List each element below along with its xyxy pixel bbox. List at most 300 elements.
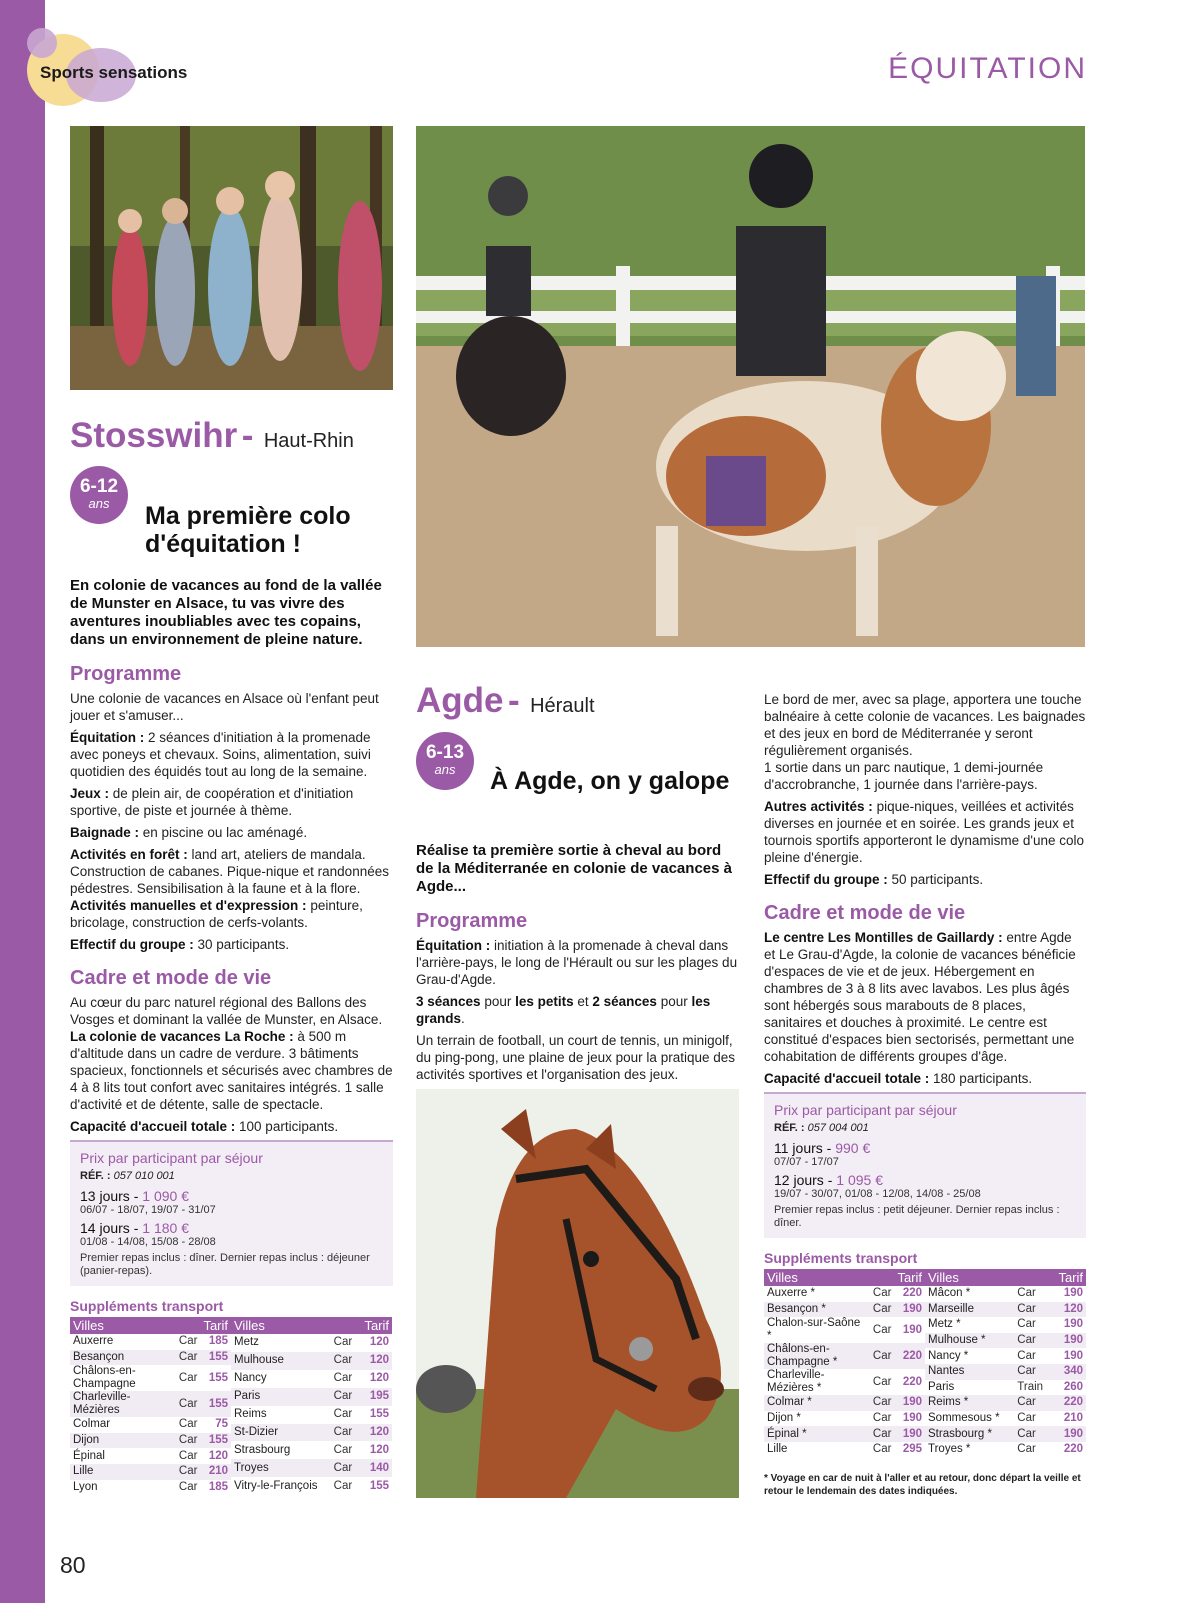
text: . bbox=[461, 1011, 465, 1026]
ref-label: RÉF. : bbox=[774, 1122, 805, 1134]
text: 50 participants. bbox=[891, 872, 984, 887]
price-option bbox=[80, 1188, 383, 1204]
header-city: Villes bbox=[70, 1317, 176, 1334]
cell-mode: Car bbox=[872, 1323, 892, 1336]
separator: - bbox=[822, 1140, 836, 1156]
cell-mode: Car bbox=[333, 1336, 353, 1349]
jeux-paragraph bbox=[70, 785, 393, 819]
text: entre Agde et Le Grau-d'Agde, la colonie de vacances bénéficie d'espaces de vie et de jeux. Hébergement en chambres de 3 à 8 lits avec lavabos. Les plus âgés sont hébergés sous marabouts de 8 places, sanitaires et douches à proximité. Le centre est constitué d'espaces bien sectorisés, permettant une cohabitation de différents groupes d'âge. bbox=[764, 930, 1076, 1064]
cell-city: Strasbourg * bbox=[925, 1426, 1014, 1442]
transport-table-left bbox=[764, 1269, 925, 1458]
cell-city: Reims * bbox=[925, 1395, 1014, 1411]
cell-city: St-Dizier bbox=[231, 1424, 331, 1442]
table-row bbox=[231, 1406, 392, 1424]
transport-tables bbox=[764, 1269, 1086, 1458]
cell-price: 220 bbox=[902, 1375, 922, 1388]
text: à 500 m d'altitude dans un cadre de verdure. 3 bâtiments spacieux, fonctionnels et sécurisés avec chambres de 4 à 8 lits tout confort avec sanitaires intégrés. 1 salle d'activité et de détente, salle de spectacle. bbox=[70, 1029, 393, 1112]
table-row bbox=[231, 1352, 392, 1370]
cell-city: Lille bbox=[70, 1464, 176, 1480]
cell-city: Troyes bbox=[231, 1459, 331, 1477]
seances-grands: 2 séances bbox=[592, 994, 657, 1009]
table-row bbox=[70, 1350, 231, 1366]
price-amount: 990 € bbox=[835, 1140, 871, 1156]
label: Effectif du groupe : bbox=[70, 937, 194, 952]
cell-city: Charleville-Mézières * bbox=[767, 1369, 825, 1395]
stosswihr-column bbox=[70, 416, 393, 456]
photo-children-forest bbox=[70, 126, 393, 390]
autres-paragraph bbox=[764, 798, 1086, 866]
cell-city: Marseille bbox=[925, 1302, 1014, 1318]
table-row bbox=[231, 1424, 392, 1442]
age-range: 6-12 bbox=[79, 476, 119, 497]
group-grands: les grands bbox=[416, 994, 711, 1026]
label: Effectif du groupe : bbox=[764, 872, 888, 887]
price-title: Prix par participant par séjour bbox=[774, 1102, 957, 1118]
cell-mode: Car bbox=[178, 1335, 198, 1348]
sortie-paragraph: 1 sortie dans un parc nautique, 1 demi-journée d'accrobranche, 1 journée dans l'arrière-pays. bbox=[764, 760, 1044, 792]
lead-paragraph: En colonie de vacances au fond de la vallée de Munster en Alsace, tu vas vivre des aventures inoubliables avec tes copains, dans un environnement de pleine nature. bbox=[70, 577, 382, 648]
catch-line: Ma première colo d'équitation ! bbox=[145, 502, 351, 558]
table-row bbox=[231, 1459, 392, 1477]
agde-title-block bbox=[416, 681, 739, 721]
cadre-intro: Au cœur du parc naturel régional des Ballons des Vosges et dominant la vallée de Munster, en Alsace. bbox=[70, 995, 383, 1027]
cell-price: 220 bbox=[894, 1343, 925, 1369]
label: Équitation : bbox=[416, 938, 491, 953]
cell-city: Paris bbox=[231, 1388, 331, 1406]
price-note: Premier repas inclus : dîner. Dernier repas inclus : déjeuner (panier-repas). bbox=[80, 1252, 370, 1277]
destination-name: Stosswihr bbox=[70, 416, 238, 455]
cell-city: Besançon * bbox=[764, 1302, 870, 1318]
table-row bbox=[764, 1286, 925, 1302]
table-row bbox=[764, 1302, 925, 1318]
cell-price: 220 bbox=[1063, 1443, 1083, 1456]
cell-city: Épinal * bbox=[764, 1426, 870, 1442]
header-price: Tarif bbox=[200, 1317, 231, 1334]
cell-price: 140 bbox=[358, 1459, 392, 1477]
cell-city: Nancy bbox=[234, 1372, 267, 1385]
table-header bbox=[231, 1317, 392, 1334]
cell-mode: Car bbox=[178, 1480, 198, 1493]
cell-city: Épinal bbox=[73, 1449, 105, 1462]
table-row bbox=[70, 1365, 231, 1391]
price-option bbox=[80, 1220, 383, 1236]
cell-price: 340 bbox=[1051, 1364, 1086, 1380]
label: Autres activités : bbox=[764, 799, 873, 814]
duration: 13 jours bbox=[80, 1188, 130, 1204]
text: de plein air, de coopération et d'initiation sportive, de piste et journée à thème. bbox=[70, 786, 354, 818]
cell-city: Lyon bbox=[73, 1480, 98, 1493]
photo-girl-riding-pony bbox=[416, 126, 1085, 647]
header-mode bbox=[176, 1317, 201, 1334]
cell-mode: Car bbox=[333, 1443, 353, 1456]
table-row bbox=[231, 1441, 392, 1459]
cell-city: Lille bbox=[767, 1443, 788, 1456]
cell-mode: Car bbox=[178, 1449, 198, 1462]
cell-price: 120 bbox=[369, 1336, 389, 1349]
cell-city: Châlons-en-Champagne * bbox=[764, 1343, 870, 1369]
effectif-paragraph bbox=[764, 871, 1086, 888]
text: pour bbox=[656, 994, 692, 1009]
table-row bbox=[231, 1334, 392, 1352]
cell-mode: Car bbox=[176, 1433, 201, 1449]
cell-city: Besançon bbox=[70, 1350, 176, 1366]
price-ref bbox=[774, 1122, 1076, 1134]
capacite-paragraph bbox=[764, 1070, 1086, 1087]
cell-price: 295 bbox=[902, 1443, 922, 1456]
text: pique-niques, veillées et activités diverses en journée et en soirée. Les grands jeux et tournois sportifs apporteront le dynamisme d'une colo pleine d'énergie. bbox=[764, 799, 1084, 865]
cell-mode: Car bbox=[1014, 1364, 1051, 1380]
foret-paragraph bbox=[70, 846, 393, 897]
cell-price: 190 bbox=[894, 1426, 925, 1442]
cell-mode: Car bbox=[1014, 1333, 1051, 1349]
table-row bbox=[70, 1448, 231, 1464]
cell-price: 190 bbox=[1063, 1318, 1083, 1331]
table-row bbox=[764, 1426, 925, 1442]
table-row bbox=[925, 1302, 1086, 1318]
text: 2 séances d'initiation à la promenade avec poneys et chevaux. Soins, alimentation, suivi quotidien des équidés tout au long de la semaine. bbox=[70, 730, 371, 779]
header-city: Villes bbox=[925, 1269, 1014, 1286]
cell-price: 210 bbox=[200, 1464, 231, 1480]
price-dates: 07/07 - 17/07 bbox=[774, 1156, 839, 1168]
text: et bbox=[573, 994, 593, 1009]
cell-city: Metz bbox=[234, 1336, 259, 1349]
table-header bbox=[764, 1269, 925, 1286]
cell-mode: Car bbox=[331, 1459, 358, 1477]
seances-petits: 3 séances bbox=[416, 994, 481, 1009]
cell-city: Troyes * bbox=[928, 1443, 971, 1456]
cell-price: 120 bbox=[369, 1372, 389, 1385]
ref-value: 057 004 001 bbox=[807, 1122, 869, 1134]
table-row bbox=[925, 1286, 1086, 1302]
transport-table-right bbox=[231, 1317, 392, 1495]
cell-price: 120 bbox=[369, 1443, 389, 1456]
stosswihr-body bbox=[70, 577, 393, 1495]
table-body bbox=[70, 1334, 231, 1495]
cell-price: 190 bbox=[1051, 1333, 1086, 1349]
ref-value: 057 010 001 bbox=[113, 1170, 175, 1182]
duration: 12 jours bbox=[774, 1172, 824, 1188]
cell-price: 155 bbox=[200, 1350, 231, 1366]
destination-region: Haut-Rhin bbox=[263, 430, 354, 452]
table-row bbox=[70, 1480, 231, 1496]
page-number: 80 bbox=[60, 1552, 86, 1578]
price-amount: 1 180 € bbox=[142, 1220, 189, 1236]
price-amount: 1 095 € bbox=[836, 1172, 883, 1188]
price-box bbox=[70, 1140, 393, 1286]
cell-mode: Car bbox=[178, 1418, 198, 1431]
table-row bbox=[925, 1317, 1086, 1333]
cell-mode: Car bbox=[1014, 1302, 1051, 1318]
mer-paragraph: Le bord de mer, avec sa plage, apportera une touche balnéaire à cette colonie de vacances. Les baignades et des jeux en bord de Méditerranée y seront régulièrement organisés. bbox=[764, 692, 1086, 758]
cell-mode: Car bbox=[1017, 1287, 1036, 1300]
cell-mode: Car bbox=[1014, 1426, 1051, 1442]
age-range: 6-13 bbox=[425, 742, 465, 763]
section-tag: Sports sensations bbox=[40, 63, 188, 82]
cell-price: 120 bbox=[358, 1424, 392, 1442]
cell-price: 120 bbox=[358, 1352, 392, 1370]
label: Capacité d'accueil totale : bbox=[70, 1119, 236, 1134]
cell-mode: Car bbox=[178, 1371, 198, 1384]
text: en piscine ou lac aménagé. bbox=[142, 825, 308, 840]
table-row bbox=[764, 1442, 925, 1458]
colonie-paragraph bbox=[70, 1028, 393, 1113]
cell-mode: Car bbox=[872, 1412, 892, 1425]
cell-city: Strasbourg bbox=[234, 1443, 291, 1456]
cell-city: Auxerre * bbox=[767, 1287, 815, 1300]
separator: - bbox=[129, 1220, 143, 1236]
table-row bbox=[764, 1317, 925, 1343]
cell-mode: Car bbox=[176, 1350, 201, 1366]
cell-city: Mulhouse bbox=[231, 1352, 331, 1370]
cell-price: 195 bbox=[358, 1388, 392, 1406]
decor-bubble-small bbox=[27, 28, 57, 58]
transport-footnote: * Voyage en car de nuit à l'aller et au retour, donc départ la veille et retour le lendemain des dates indiquées. bbox=[764, 1472, 1081, 1497]
cell-city: Dijon * bbox=[767, 1412, 801, 1425]
text: 100 participants. bbox=[239, 1119, 339, 1134]
ref-label: RÉF. : bbox=[80, 1170, 111, 1182]
cell-mode: Car bbox=[870, 1426, 895, 1442]
effectif-paragraph bbox=[70, 936, 393, 953]
cell-city: Auxerre bbox=[73, 1335, 114, 1348]
cell-price: 210 bbox=[1063, 1412, 1083, 1425]
table-row bbox=[70, 1464, 231, 1480]
transport-table-right bbox=[925, 1269, 1086, 1458]
cell-price: 185 bbox=[208, 1335, 228, 1348]
centre-paragraph bbox=[764, 929, 1086, 1065]
label: La colonie de vacances La Roche : bbox=[70, 1029, 294, 1044]
cell-mode: Car bbox=[872, 1443, 892, 1456]
cell-mode: Car bbox=[331, 1424, 358, 1442]
text: pour bbox=[480, 994, 516, 1009]
equitation-paragraph bbox=[416, 937, 739, 988]
table-row bbox=[925, 1348, 1086, 1364]
cell-mode: Car bbox=[1017, 1412, 1036, 1425]
baignade-paragraph bbox=[70, 824, 393, 841]
text: 180 participants. bbox=[933, 1071, 1033, 1086]
table-row bbox=[764, 1395, 925, 1411]
transport-table-left bbox=[70, 1317, 231, 1495]
table-row bbox=[925, 1411, 1086, 1427]
side-color-band bbox=[0, 0, 45, 1603]
separator: - bbox=[823, 1172, 837, 1188]
table-row bbox=[925, 1395, 1086, 1411]
text: land art, ateliers de mandala. Construction de cabanes. Pique-nique et randonnées pédestres. Sensibilisation à la faune et à la flore. bbox=[70, 847, 389, 896]
duration: 14 jours bbox=[80, 1220, 130, 1236]
table-row bbox=[925, 1442, 1086, 1458]
group-petits: les petits bbox=[515, 994, 574, 1009]
cell-mode: Car bbox=[333, 1479, 353, 1492]
supplements-title: Suppléments transport bbox=[764, 1250, 918, 1266]
programme-heading: Programme bbox=[70, 663, 182, 685]
lead-paragraph: Réalise ta première sortie à cheval au bord de la Méditerranée en colonie de vacances à Agde... bbox=[416, 842, 732, 895]
table-row bbox=[764, 1369, 925, 1395]
price-title: Prix par participant par séjour bbox=[80, 1150, 263, 1166]
table-row bbox=[925, 1333, 1086, 1349]
table-row bbox=[70, 1391, 231, 1417]
table-row bbox=[70, 1334, 231, 1350]
cell-price: 155 bbox=[208, 1371, 228, 1384]
cell-city: Charleville-Mézières bbox=[70, 1391, 176, 1417]
separator: - bbox=[129, 1188, 143, 1204]
cell-mode: Car bbox=[331, 1352, 358, 1370]
cell-mode: Train bbox=[1017, 1380, 1044, 1393]
price-box bbox=[764, 1092, 1086, 1238]
capacite-paragraph bbox=[70, 1118, 393, 1135]
cell-mode: Car bbox=[331, 1388, 358, 1406]
destination-region: Hérault bbox=[530, 695, 595, 717]
label: Jeux : bbox=[70, 786, 110, 801]
label: Baignade : bbox=[70, 825, 140, 840]
header-price: Tarif bbox=[1051, 1269, 1086, 1286]
label: Équitation : bbox=[70, 730, 145, 745]
cell-mode: Car bbox=[1017, 1349, 1036, 1362]
cell-mode: Car bbox=[333, 1408, 353, 1421]
terrain-paragraph: Un terrain de football, un court de tennis, un minigolf, du ping-pong, une plaine de jeux pour la pratique des activités sportives et l'organisation des jeux. bbox=[416, 1033, 735, 1082]
title-dash: - bbox=[507, 681, 520, 720]
cell-city: Sommesous * bbox=[928, 1412, 1000, 1425]
agde-title bbox=[416, 681, 739, 721]
price-option bbox=[774, 1140, 1076, 1156]
age-badge bbox=[70, 466, 128, 524]
table-row bbox=[764, 1411, 925, 1427]
label: Le centre Les Montilles de Gaillardy : bbox=[764, 930, 1003, 945]
cell-price: 190 bbox=[902, 1412, 922, 1425]
cell-price: 190 bbox=[1051, 1426, 1086, 1442]
supplements-title: Suppléments transport bbox=[70, 1298, 224, 1314]
header-mode bbox=[1014, 1269, 1051, 1286]
cell-price: 75 bbox=[215, 1418, 228, 1431]
agde-body-right bbox=[764, 691, 1086, 1498]
header-price: Tarif bbox=[894, 1269, 925, 1286]
cadre-heading: Cadre et mode de vie bbox=[764, 902, 966, 924]
cell-mode: Car bbox=[176, 1464, 201, 1480]
table-row bbox=[231, 1477, 392, 1495]
cell-city: Mâcon * bbox=[928, 1287, 971, 1300]
cell-city: Mulhouse * bbox=[925, 1333, 1014, 1349]
cell-price: 190 bbox=[894, 1395, 925, 1411]
price-amount: 1 090 € bbox=[142, 1188, 189, 1204]
cell-city: Reims bbox=[234, 1408, 267, 1421]
table-row bbox=[925, 1364, 1086, 1380]
cell-price: 120 bbox=[1051, 1302, 1086, 1318]
label: Activités manuelles et d'expression : bbox=[70, 898, 307, 913]
text: 30 participants. bbox=[197, 937, 290, 952]
table-header bbox=[70, 1317, 231, 1334]
cell-price: 155 bbox=[369, 1479, 389, 1492]
cell-mode: Car bbox=[872, 1287, 892, 1300]
table-body bbox=[231, 1334, 392, 1495]
cell-price: 190 bbox=[894, 1302, 925, 1318]
cell-city: Paris bbox=[928, 1380, 955, 1393]
table-body bbox=[925, 1286, 1086, 1458]
text: initiation à la promenade à cheval dans l'arrière-pays, le long de l'Hérault ou sur les plages du Grau-d'Agde. bbox=[416, 938, 738, 987]
cell-mode: Car bbox=[1017, 1318, 1036, 1331]
cell-mode: Car bbox=[333, 1372, 353, 1385]
header-mode bbox=[870, 1269, 895, 1286]
header-price: Tarif bbox=[358, 1317, 392, 1334]
age-unit: ans bbox=[434, 762, 456, 777]
cell-mode: Car bbox=[1014, 1395, 1051, 1411]
table-row bbox=[764, 1343, 925, 1369]
cell-mode: Car bbox=[870, 1343, 895, 1369]
cell-price: 220 bbox=[902, 1287, 922, 1300]
cell-price: 260 bbox=[1063, 1380, 1083, 1393]
cell-mode: Car bbox=[872, 1375, 892, 1388]
header-city: Villes bbox=[764, 1269, 870, 1286]
cadre-heading: Cadre et mode de vie bbox=[70, 967, 272, 989]
agde-body-left bbox=[416, 842, 739, 1088]
age-badge bbox=[416, 732, 474, 790]
page-heading: ÉQUITATION bbox=[888, 52, 1087, 85]
table-row bbox=[231, 1388, 392, 1406]
cell-price: 120 bbox=[208, 1449, 228, 1462]
cell-price: 155 bbox=[200, 1433, 231, 1449]
cell-city: Châlons-en-Champagne bbox=[73, 1365, 136, 1391]
cell-mode: Car bbox=[1017, 1443, 1036, 1456]
cell-city: Vitry-le-François bbox=[234, 1479, 318, 1492]
stosswihr-title bbox=[70, 416, 393, 456]
table-header bbox=[925, 1269, 1086, 1286]
cell-city: Metz * bbox=[928, 1318, 961, 1331]
cell-city: Nantes bbox=[925, 1364, 1014, 1380]
header-city: Villes bbox=[231, 1317, 331, 1334]
table-row bbox=[925, 1380, 1086, 1396]
equitation-paragraph bbox=[70, 729, 393, 780]
price-dates: 01/08 - 14/08, 15/08 - 28/08 bbox=[80, 1236, 216, 1248]
cell-mode: Car bbox=[870, 1302, 895, 1318]
table-row bbox=[231, 1370, 392, 1388]
price-option bbox=[774, 1172, 1076, 1188]
destination-name: Agde bbox=[416, 681, 504, 720]
cell-price: 190 bbox=[1063, 1349, 1083, 1362]
title-dash: - bbox=[241, 416, 254, 455]
header-mode bbox=[331, 1317, 358, 1334]
manuelles-paragraph bbox=[70, 897, 393, 931]
cell-price: 155 bbox=[200, 1391, 231, 1417]
cell-mode: Car bbox=[176, 1391, 201, 1417]
table-row bbox=[70, 1417, 231, 1433]
cell-price: 190 bbox=[902, 1323, 922, 1336]
table-body bbox=[764, 1286, 925, 1458]
table-row bbox=[925, 1426, 1086, 1442]
transport-tables bbox=[70, 1317, 393, 1495]
table-row bbox=[70, 1433, 231, 1449]
cell-city: Colmar bbox=[73, 1418, 111, 1431]
cell-city: Dijon bbox=[70, 1433, 176, 1449]
label: Activités en forêt : bbox=[70, 847, 188, 862]
text: peinture, bricolage, construction de cerfs-volants. bbox=[70, 898, 363, 930]
label: Capacité d'accueil totale : bbox=[764, 1071, 930, 1086]
programme-intro: Une colonie de vacances en Alsace où l'enfant peut jouer et s'amuser... bbox=[70, 691, 379, 723]
cell-city: Colmar * bbox=[764, 1395, 870, 1411]
cell-city: Chalon-sur-Saône * bbox=[767, 1317, 861, 1343]
cell-city: Nancy * bbox=[928, 1349, 969, 1362]
price-dates: 19/07 - 30/07, 01/08 - 12/08, 14/08 - 25/08 bbox=[774, 1188, 981, 1200]
seances-paragraph bbox=[416, 993, 739, 1027]
duration: 11 jours bbox=[774, 1140, 823, 1156]
cell-price: 185 bbox=[208, 1480, 228, 1493]
cell-price: 155 bbox=[369, 1408, 389, 1421]
price-ref bbox=[80, 1170, 383, 1182]
age-unit: ans bbox=[88, 496, 110, 511]
cell-price: 220 bbox=[1051, 1395, 1086, 1411]
photo-horse-head bbox=[416, 1089, 739, 1498]
programme-heading: Programme bbox=[416, 910, 528, 932]
cell-mode: Car bbox=[870, 1395, 895, 1411]
catch-line: À Agde, on y galope bbox=[490, 767, 730, 795]
price-dates: 06/07 - 18/07, 19/07 - 31/07 bbox=[80, 1204, 216, 1216]
cell-price: 190 bbox=[1063, 1287, 1083, 1300]
